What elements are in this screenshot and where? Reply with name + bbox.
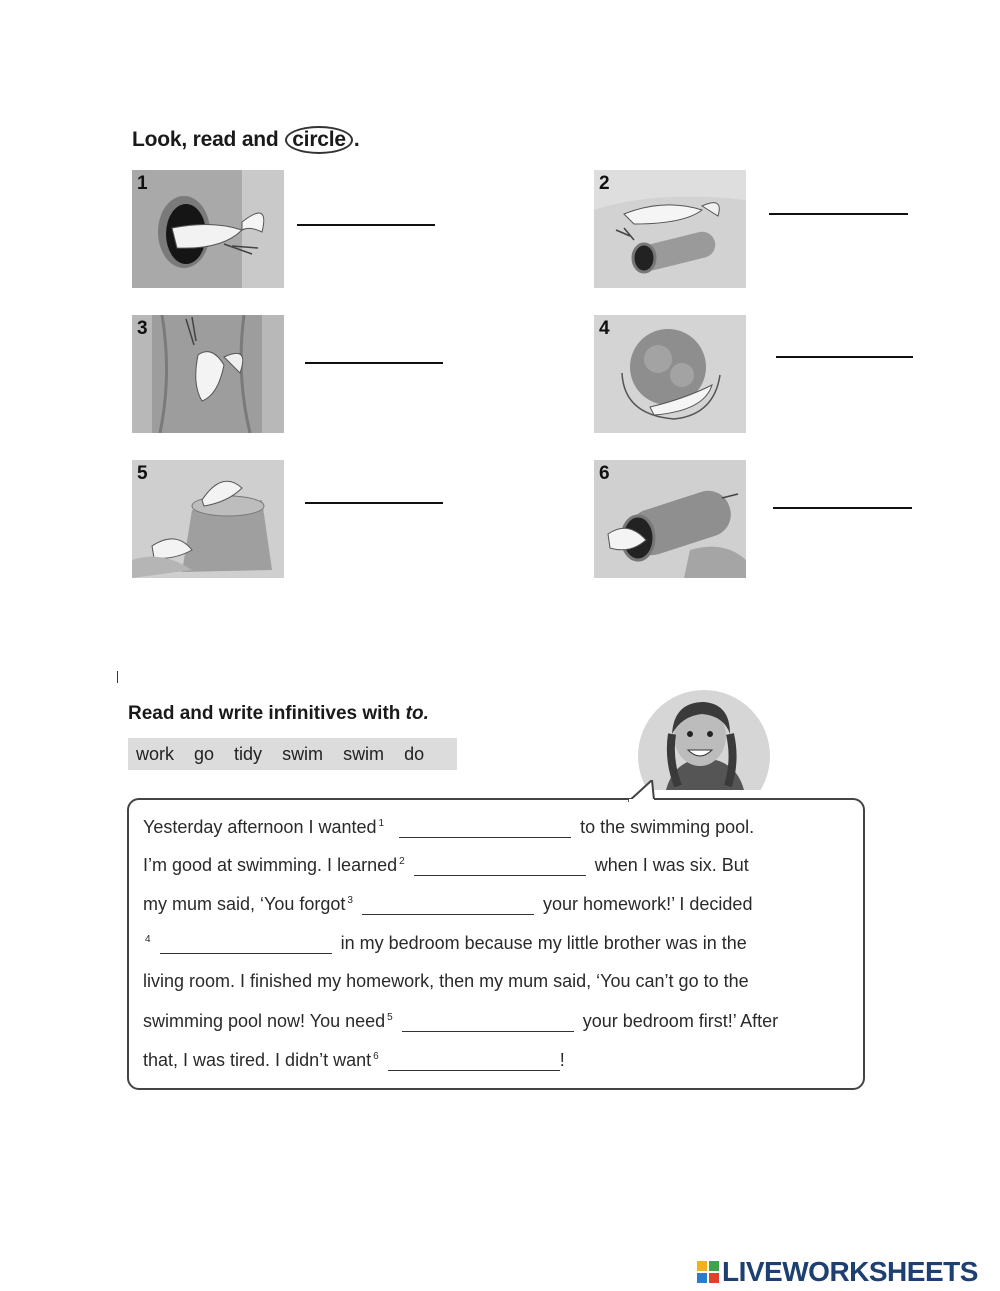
story-text: in my bedroom because my little brother was in the bbox=[340, 933, 747, 953]
story-text: living room. I finished my homework, then my mum said, ‘You can’t go to the bbox=[143, 971, 749, 991]
story-text: your homework!’ I decided bbox=[543, 894, 753, 914]
story-text: that, I was tired. I didn’t want bbox=[143, 1050, 372, 1070]
section-1-heading bbox=[132, 126, 360, 154]
item-number: 5 bbox=[137, 463, 148, 484]
picture-2 bbox=[594, 170, 746, 288]
speech-bubble-tail bbox=[628, 780, 658, 802]
story-line-5 bbox=[143, 971, 749, 992]
item-number: 4 bbox=[599, 318, 610, 339]
answer-line-4[interactable] bbox=[776, 356, 913, 358]
circled-word: circle bbox=[285, 126, 353, 154]
story-line-2 bbox=[143, 855, 749, 876]
squirrel-stump-illustration bbox=[132, 460, 284, 578]
squirrel-log-illustration bbox=[594, 170, 746, 288]
word-bank-item: tidy bbox=[234, 743, 263, 764]
blank-number: 2 bbox=[399, 856, 405, 867]
logo-block bbox=[697, 1261, 707, 1271]
answer-line-2[interactable] bbox=[769, 213, 908, 215]
girl-avatar bbox=[638, 690, 770, 790]
item-number: 3 bbox=[137, 318, 148, 339]
story-line-1 bbox=[143, 817, 754, 838]
logo-text: LIVEWORKSHEETS bbox=[722, 1256, 978, 1287]
heading-period: . bbox=[353, 128, 360, 151]
story-text: my mum said, ‘You forgot bbox=[143, 894, 346, 914]
word-bank-item: do bbox=[404, 743, 425, 764]
picture-3 bbox=[132, 315, 284, 433]
story-box bbox=[127, 798, 865, 1090]
blank-number: 5 bbox=[387, 1012, 393, 1023]
picture-6 bbox=[594, 460, 746, 578]
story-text: when I was six. But bbox=[594, 855, 749, 875]
blank-2[interactable] bbox=[414, 858, 586, 876]
story-text: swimming pool now! You need bbox=[143, 1011, 386, 1031]
word-bank-item: work bbox=[136, 743, 175, 764]
story-text: to the swimming pool. bbox=[580, 817, 755, 837]
squirrel-through-log-illustration bbox=[594, 460, 746, 578]
story-line-6 bbox=[143, 1011, 778, 1032]
blank-number: 4 bbox=[145, 934, 151, 945]
story-text: I’m good at swimming. I learned bbox=[143, 855, 398, 875]
blank-number: 3 bbox=[347, 895, 353, 906]
story-text: ! bbox=[559, 1050, 565, 1070]
story-line-3 bbox=[143, 894, 752, 915]
story-line-7 bbox=[143, 1050, 565, 1071]
story-text: your bedroom first!’ After bbox=[582, 1011, 779, 1031]
picture-5 bbox=[132, 460, 284, 578]
squirrel-tree-illustration bbox=[132, 315, 284, 433]
squirrel-bush-illustration bbox=[594, 315, 746, 433]
logo-block bbox=[709, 1273, 719, 1283]
blank-4[interactable] bbox=[160, 936, 332, 954]
blank-3[interactable] bbox=[362, 897, 534, 915]
word-bank bbox=[128, 738, 457, 770]
word-bank-item: swim bbox=[282, 743, 324, 764]
blank-number: 1 bbox=[378, 818, 385, 829]
picture-4 bbox=[594, 315, 746, 433]
blank-5[interactable] bbox=[402, 1014, 574, 1032]
section-2-heading bbox=[128, 703, 429, 725]
item-number: 1 bbox=[137, 173, 148, 194]
answer-line-3[interactable] bbox=[305, 362, 443, 364]
logo-blocks bbox=[697, 1261, 719, 1283]
blank-1[interactable] bbox=[399, 820, 571, 838]
heading-text: Read and write infinitives with bbox=[128, 703, 401, 724]
word-bank-item: go bbox=[194, 743, 215, 764]
squirrel-hole-illustration bbox=[132, 170, 284, 288]
item-number: 6 bbox=[599, 463, 610, 484]
story-line-4 bbox=[143, 933, 747, 954]
item-number: 2 bbox=[599, 173, 610, 194]
answer-line-5[interactable] bbox=[305, 502, 443, 504]
margin-mark bbox=[117, 671, 118, 683]
story-text: Yesterday afternoon I wanted bbox=[143, 817, 377, 837]
heading-text: Look, read and bbox=[132, 128, 279, 151]
logo-block bbox=[709, 1261, 719, 1271]
picture-1 bbox=[132, 170, 284, 288]
blank-number: 6 bbox=[373, 1051, 379, 1062]
word-bank-item: swim bbox=[343, 743, 385, 764]
blank-6[interactable] bbox=[388, 1053, 560, 1071]
heading-italic: to. bbox=[405, 703, 429, 724]
logo-block bbox=[697, 1273, 707, 1283]
liveworksheets-logo bbox=[697, 1256, 978, 1288]
answer-line-1[interactable] bbox=[297, 224, 435, 226]
answer-line-6[interactable] bbox=[773, 507, 912, 509]
